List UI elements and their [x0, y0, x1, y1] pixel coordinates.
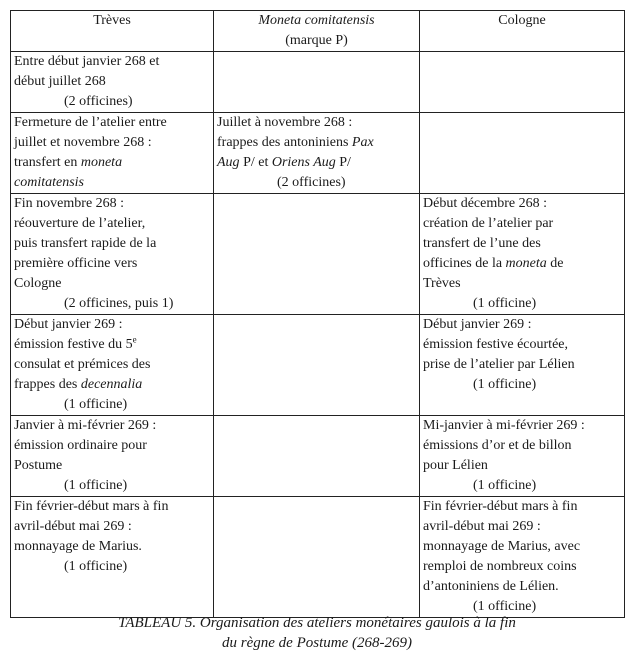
cell-text: pour Lélien	[423, 458, 488, 473]
cell-text: émission festive écourtée,	[423, 337, 569, 352]
cell-text: début juillet 268	[14, 74, 106, 89]
cell-italic: moneta	[505, 256, 547, 271]
cell-italic: moneta	[80, 155, 123, 170]
officine-count: (1 officine)	[473, 377, 537, 392]
cell-cologne	[420, 315, 625, 416]
cell-text: Fin février-début mars à fin	[423, 499, 578, 514]
caption-line-1: TABLEAU 5. Organisation des ateliers monétaires gaulois à la fin	[118, 615, 516, 631]
cell-cologne	[420, 113, 625, 194]
cell-text-part: P/	[335, 155, 351, 170]
cell-text: Trèves	[423, 276, 461, 291]
cell-italic: Oriens Aug	[271, 155, 336, 170]
header-moneta	[214, 11, 420, 52]
officine-count: (1 officine)	[64, 397, 128, 412]
cell-text-part: de	[546, 256, 564, 271]
header-cologne-label: Cologne	[498, 13, 546, 28]
cell-italic: Aug	[217, 155, 240, 170]
cell-text-part: officines de la	[423, 256, 506, 271]
cell-moneta	[214, 497, 420, 618]
header-treves-label: Trèves	[93, 13, 131, 28]
cell-text: monnayage de Marius.	[14, 539, 142, 554]
cell-moneta	[214, 113, 420, 194]
cell-italic: comitatensis	[14, 175, 84, 190]
table-header-row	[11, 11, 625, 52]
cell-text-part: frappes des antoniniens	[217, 135, 352, 150]
header-treves	[11, 11, 214, 52]
cell-text: première officine vers	[14, 256, 138, 271]
cell-text-part: P/ et	[239, 155, 272, 170]
cell-text: transfert de l’une des	[423, 236, 541, 251]
cell-text: puis transfert rapide de la	[14, 236, 157, 251]
table-row	[11, 416, 625, 497]
cell-text: avril-début mai 269 :	[14, 519, 132, 534]
cell-treves	[11, 416, 214, 497]
header-moneta-title: Moneta comitatensis	[258, 13, 375, 28]
caption-line-2: du règne de Postume (268-269)	[222, 635, 412, 651]
cell-text-part: émission festive du 5	[14, 337, 133, 352]
cell-treves	[11, 194, 214, 315]
cell-text: réouverture de l’atelier,	[14, 216, 146, 231]
table-row	[11, 52, 625, 113]
table-row	[11, 113, 625, 194]
table-caption	[10, 613, 624, 653]
officine-count: (1 officine)	[473, 296, 537, 311]
cell-text: avril-début mai 269 :	[423, 519, 541, 534]
officine-count: (2 officines, puis 1)	[64, 296, 174, 311]
cell-text: Juillet à novembre 268 :	[217, 115, 353, 130]
cell-text: Postume	[14, 458, 63, 473]
cell-italic: decennalia	[80, 377, 143, 392]
cell-text: prise de l’atelier par Lélien	[423, 357, 575, 372]
cell-text	[14, 375, 210, 395]
header-moneta-sub: (marque P)	[285, 33, 348, 48]
cell-cologne	[420, 497, 625, 618]
cell-text	[217, 153, 416, 173]
officine-count: (1 officine)	[473, 599, 537, 614]
cell-treves	[11, 497, 214, 618]
cell-text	[423, 254, 621, 274]
officine-count: (1 officine)	[473, 478, 537, 493]
officine-count: (1 officine)	[64, 478, 128, 493]
table-row	[11, 315, 625, 416]
cell-text: émission ordinaire pour	[14, 438, 147, 453]
cell-text: Fin novembre 268 :	[14, 196, 125, 211]
cell-cologne	[420, 194, 625, 315]
cell-moneta	[214, 315, 420, 416]
header-cologne	[420, 11, 625, 52]
cell-text: d’antoniniens de Lélien.	[423, 579, 559, 594]
cell-text: Cologne	[14, 276, 62, 291]
cell-treves	[11, 113, 214, 194]
cell-text: Mi-janvier à mi-février 269 :	[423, 418, 585, 433]
cell-text	[14, 335, 210, 355]
cell-text	[217, 133, 416, 153]
cell-text: remploi de nombreux coins	[423, 559, 577, 574]
cell-text: émissions d’or et de billon	[423, 438, 572, 453]
cell-text: Début janvier 269 :	[423, 317, 532, 332]
cell-text	[14, 153, 210, 173]
superscript-e: e	[132, 334, 137, 345]
cell-text: Entre début janvier 268 et	[14, 54, 160, 69]
cell-text: Début janvier 269 :	[14, 317, 123, 332]
mint-organization-table	[10, 10, 625, 618]
table-row	[11, 194, 625, 315]
cell-text: juillet et novembre 268 :	[14, 135, 152, 150]
cell-moneta	[214, 194, 420, 315]
cell-italic: Pax	[351, 135, 374, 150]
cell-text: création de l’atelier par	[423, 216, 554, 231]
table-row	[11, 497, 625, 618]
cell-text: monnayage de Marius, avec	[423, 539, 581, 554]
cell-text: Fermeture de l’atelier entre	[14, 115, 167, 130]
cell-cologne	[420, 52, 625, 113]
cell-text: Janvier à mi-février 269 :	[14, 418, 157, 433]
officine-count: (2 officines)	[277, 175, 346, 190]
cell-moneta	[214, 52, 420, 113]
cell-treves	[11, 52, 214, 113]
cell-text-part: transfert en	[14, 155, 81, 170]
cell-text: consulat et prémices des	[14, 357, 151, 372]
officine-count: (2 officines)	[64, 94, 133, 109]
cell-text: Fin février-début mars à fin	[14, 499, 169, 514]
officine-count: (1 officine)	[64, 559, 128, 574]
cell-text-part: frappes des	[14, 377, 81, 392]
cell-text: Début décembre 268 :	[423, 196, 548, 211]
cell-moneta	[214, 416, 420, 497]
cell-treves	[11, 315, 214, 416]
cell-cologne	[420, 416, 625, 497]
